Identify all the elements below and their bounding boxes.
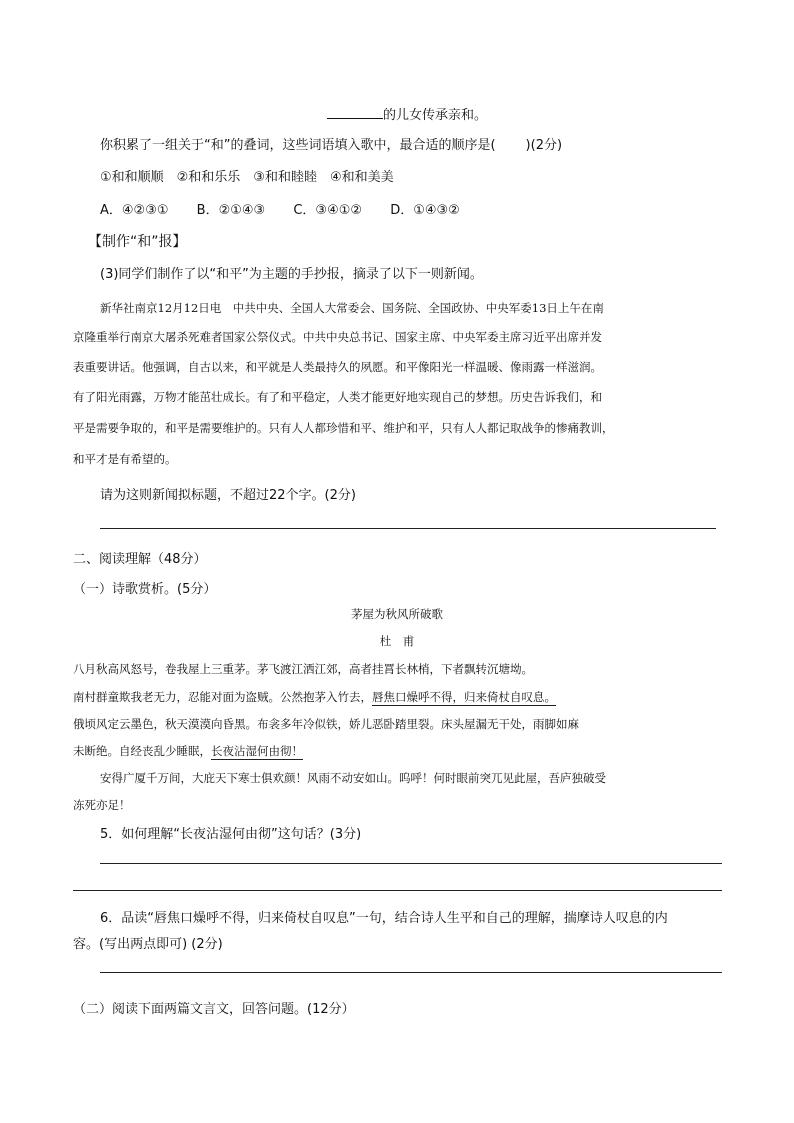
answer-line-5a[interactable] xyxy=(100,863,722,864)
top-line-text: 的儿女传承亲和。 xyxy=(383,108,488,123)
news-line-5: 平是需要争取的，和平是需要维护的。只有人人都珍惜和平、维护和平，只有人人都记取战争的惨痛教训， xyxy=(73,421,614,435)
poem-underlined-sentence-1: 唇焦口燥呼不得，归来倚杖自叹息。 xyxy=(372,690,556,704)
poem-line-4-text: 未断绝。自经丧乱少睡眠， xyxy=(73,744,211,758)
question-order xyxy=(100,134,562,153)
news-line-1: 新华社南京12月12日电 中共中央、全国人大常委会、国务院、全国政协、中央军委13日上午在南 xyxy=(100,301,604,315)
poem-line-6: 冻死亦足！ xyxy=(73,798,131,812)
subsection-2-heading: （二）阅读下面两篇文言文，回答问题。(12分） xyxy=(73,1002,355,1017)
option-b[interactable]: B．②①④③ xyxy=(196,203,266,218)
news-line-2: 京隆重举行南京大屠杀死难者国家公祭仪式。中共中央总书记、国家主席、中央军委主席习近平出席并发 xyxy=(73,330,602,344)
question-6-line-2: 容。(写出两点即可) (2分) xyxy=(73,937,223,952)
poem-author: 杜 甫 xyxy=(379,634,415,648)
question-order-text: 你积累了一组关于“和”的叠词，这些词语填入歌中，最合适的顺序是( xyxy=(100,138,496,153)
poem-line-1: 八月秋高风怒号，卷我屋上三重茅。茅飞渡江洒江郊，高者挂罥长林梢，下者飘转沉塘坳。 xyxy=(73,662,533,676)
question-5: 5．如何理解“长夜沾湿何由彻”这句话？(3分) xyxy=(100,827,362,842)
answer-line-6[interactable] xyxy=(100,972,722,973)
poem-line-2 xyxy=(73,689,556,705)
question-title: 请为这则新闻拟标题，不超过22个字。(2分) xyxy=(100,488,356,503)
poem-line-5: 安得广厦千万间，大庇天下寒士俱欢颜！风雨不动安如山。呜呼！何时眼前突兀见此屋，吾庐独破受 xyxy=(100,771,606,785)
option-c[interactable]: C．③④①② xyxy=(293,203,363,218)
poem-underlined-sentence-2: 长夜沾湿何由彻！ xyxy=(211,744,303,758)
news-line-4: 有了阳光雨露，万物才能茁壮成长。有了和平稳定，人类才能更好地实现自己的梦想。历史告诉我们，和 xyxy=(73,390,602,404)
question-order-score: )(2分) xyxy=(525,138,563,153)
answer-line-5b[interactable] xyxy=(73,890,722,891)
top-line xyxy=(327,104,487,123)
answer-line-title[interactable] xyxy=(100,528,716,529)
option-d[interactable]: D．①④③② xyxy=(390,203,460,218)
news-line-6: 和平才是有希望的。 xyxy=(73,452,177,466)
part-2-heading: 二、阅读理解（48分） xyxy=(73,552,207,567)
word-options: ①和和顺顺 ②和和乐乐 ③和和睦睦 ④和和美美 xyxy=(100,170,394,185)
fill-blank[interactable] xyxy=(327,106,383,119)
question-6-line-1: 6．品读“唇焦口燥呼不得，归来倚杖自叹息”一句，结合诗人生平和自己的理解，揣摩诗人叹息的内 xyxy=(100,911,668,926)
option-a[interactable]: A．④②③① xyxy=(100,203,169,218)
news-line-3: 表重要讲话。他强调，自古以来，和平就是人类最持久的夙愿。和平像阳光一样温暖、像雨露一样滋润。 xyxy=(73,360,602,374)
poem-line-4 xyxy=(73,743,303,759)
poem-line-3: 俄顷风定云墨色，秋天漠漠向昏黑。布衾多年冷似铁，娇儿恶卧踏里裂。床头屋漏无干处，雨脚如麻 xyxy=(73,717,579,731)
subsection-1-heading: （一）诗歌赏析。(5分） xyxy=(73,582,217,597)
question-3: (3)同学们制作了以“和平”为主题的手抄报，摘录了以下一则新闻。 xyxy=(100,267,483,282)
section-heading-make: 【制作“和”报】 xyxy=(88,234,187,250)
poem-title: 茅屋为秋风所破歌 xyxy=(351,607,443,621)
poem-line-2-text: 南村群童欺我老无力，忍能对面为盗贼。公然抱茅入竹去， xyxy=(73,690,372,704)
abcd-options xyxy=(100,199,460,218)
